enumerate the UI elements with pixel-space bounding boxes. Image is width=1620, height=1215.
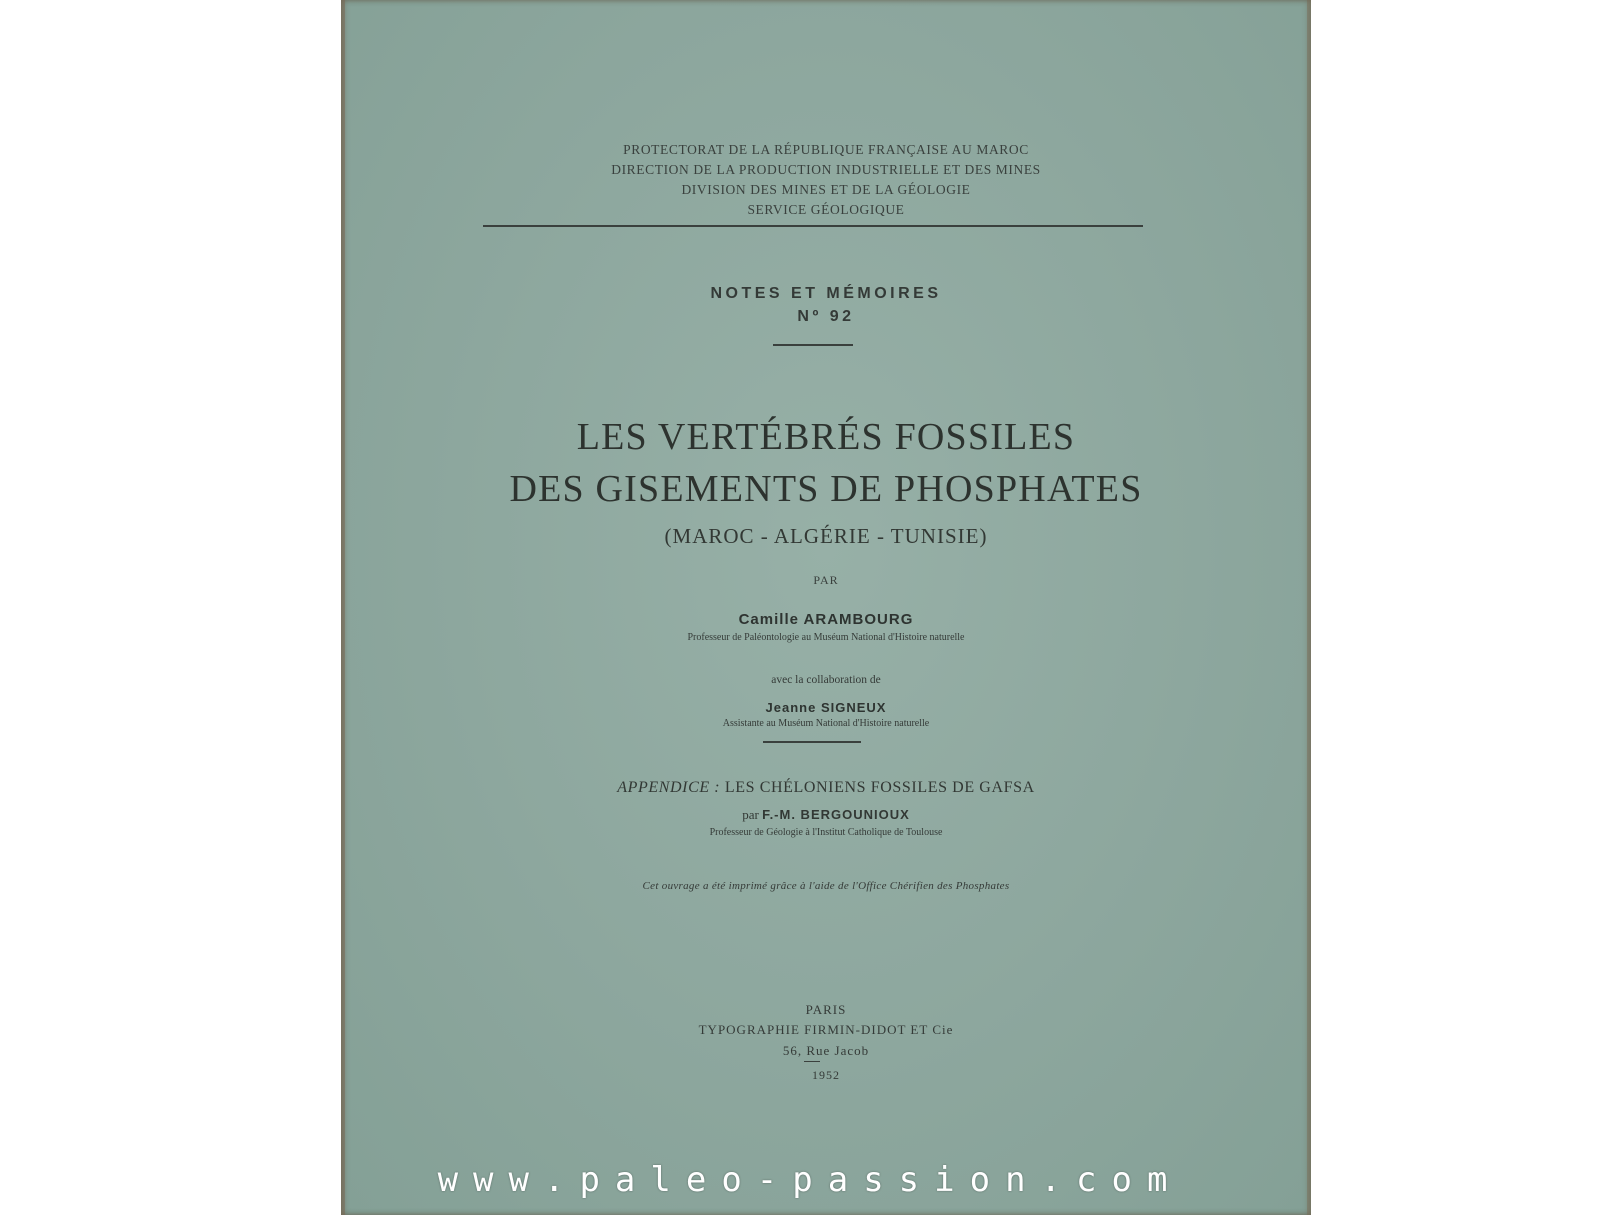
par-label: PAR [813,573,839,587]
printing-note: Cet ouvrage a été imprimé grâce à l'aide de l'Office Chérifien des Phosphates [642,880,1010,892]
appendix-byline [341,807,1311,823]
series-name: NOTES ET MÉMOIRES [710,285,942,302]
imprint-city: PARIS [805,1002,847,1017]
appendix-label: APPENDICE : [617,779,721,796]
title-line-2: DES GISEMENTS DE PHOSPHATES [509,468,1143,510]
appendix-title: LES CHÉLONIENS FOSSILES DE GAFSA [724,779,1035,796]
appendix-author-affiliation: Professeur de Géologie à l'Institut Catholique de Toulouse [709,827,943,838]
header-line-direction: DIRECTION DE LA PRODUCTION INDUSTRIELLE ET DES MINES [611,162,1041,177]
header-divider [483,225,1143,227]
title-line-1: LES VERTÉBRÉS FOSSILES [576,416,1076,458]
appendix-heading [341,779,1311,797]
authors-divider [763,741,861,743]
imprint-divider [804,1061,820,1062]
header-line-protectorat: PROTECTORAT DE LA RÉPUBLIQUE FRANÇAISE AU MAROC [623,142,1029,157]
collaborator-name: Jeanne SIGNEUX [765,700,887,715]
series-number: Nº 92 [797,308,855,325]
main-author-affiliation: Professeur de Paléontologie au Muséum National d'Histoire naturelle [687,632,965,643]
appendix-par: par [742,807,759,822]
imprint-address: 56, Rue Jacob [782,1043,870,1058]
book-cover [341,0,1311,1215]
collaborator-affiliation: Assistante au Muséum National d'Histoire naturelle [722,718,930,729]
imprint-year: 1952 [812,1068,840,1082]
website-watermark: www.paleo-passion.com [437,1160,1183,1200]
imprint-publisher: TYPOGRAPHIE FIRMIN-DIDOT ET Cie [698,1022,954,1037]
subtitle: (MAROC - ALGÉRIE - TUNISIE) [664,524,988,548]
main-author: Camille ARAMBOURG [738,611,914,628]
series-divider [773,344,853,346]
header-line-division: DIVISION DES MINES ET DE LA GÉOLOGIE [681,182,971,197]
collaboration-text: avec la collaboration de [771,674,881,686]
header-line-service: SERVICE GÉOLOGIQUE [747,202,905,217]
appendix-author: F.-M. BERGOUNIOUX [762,807,910,822]
